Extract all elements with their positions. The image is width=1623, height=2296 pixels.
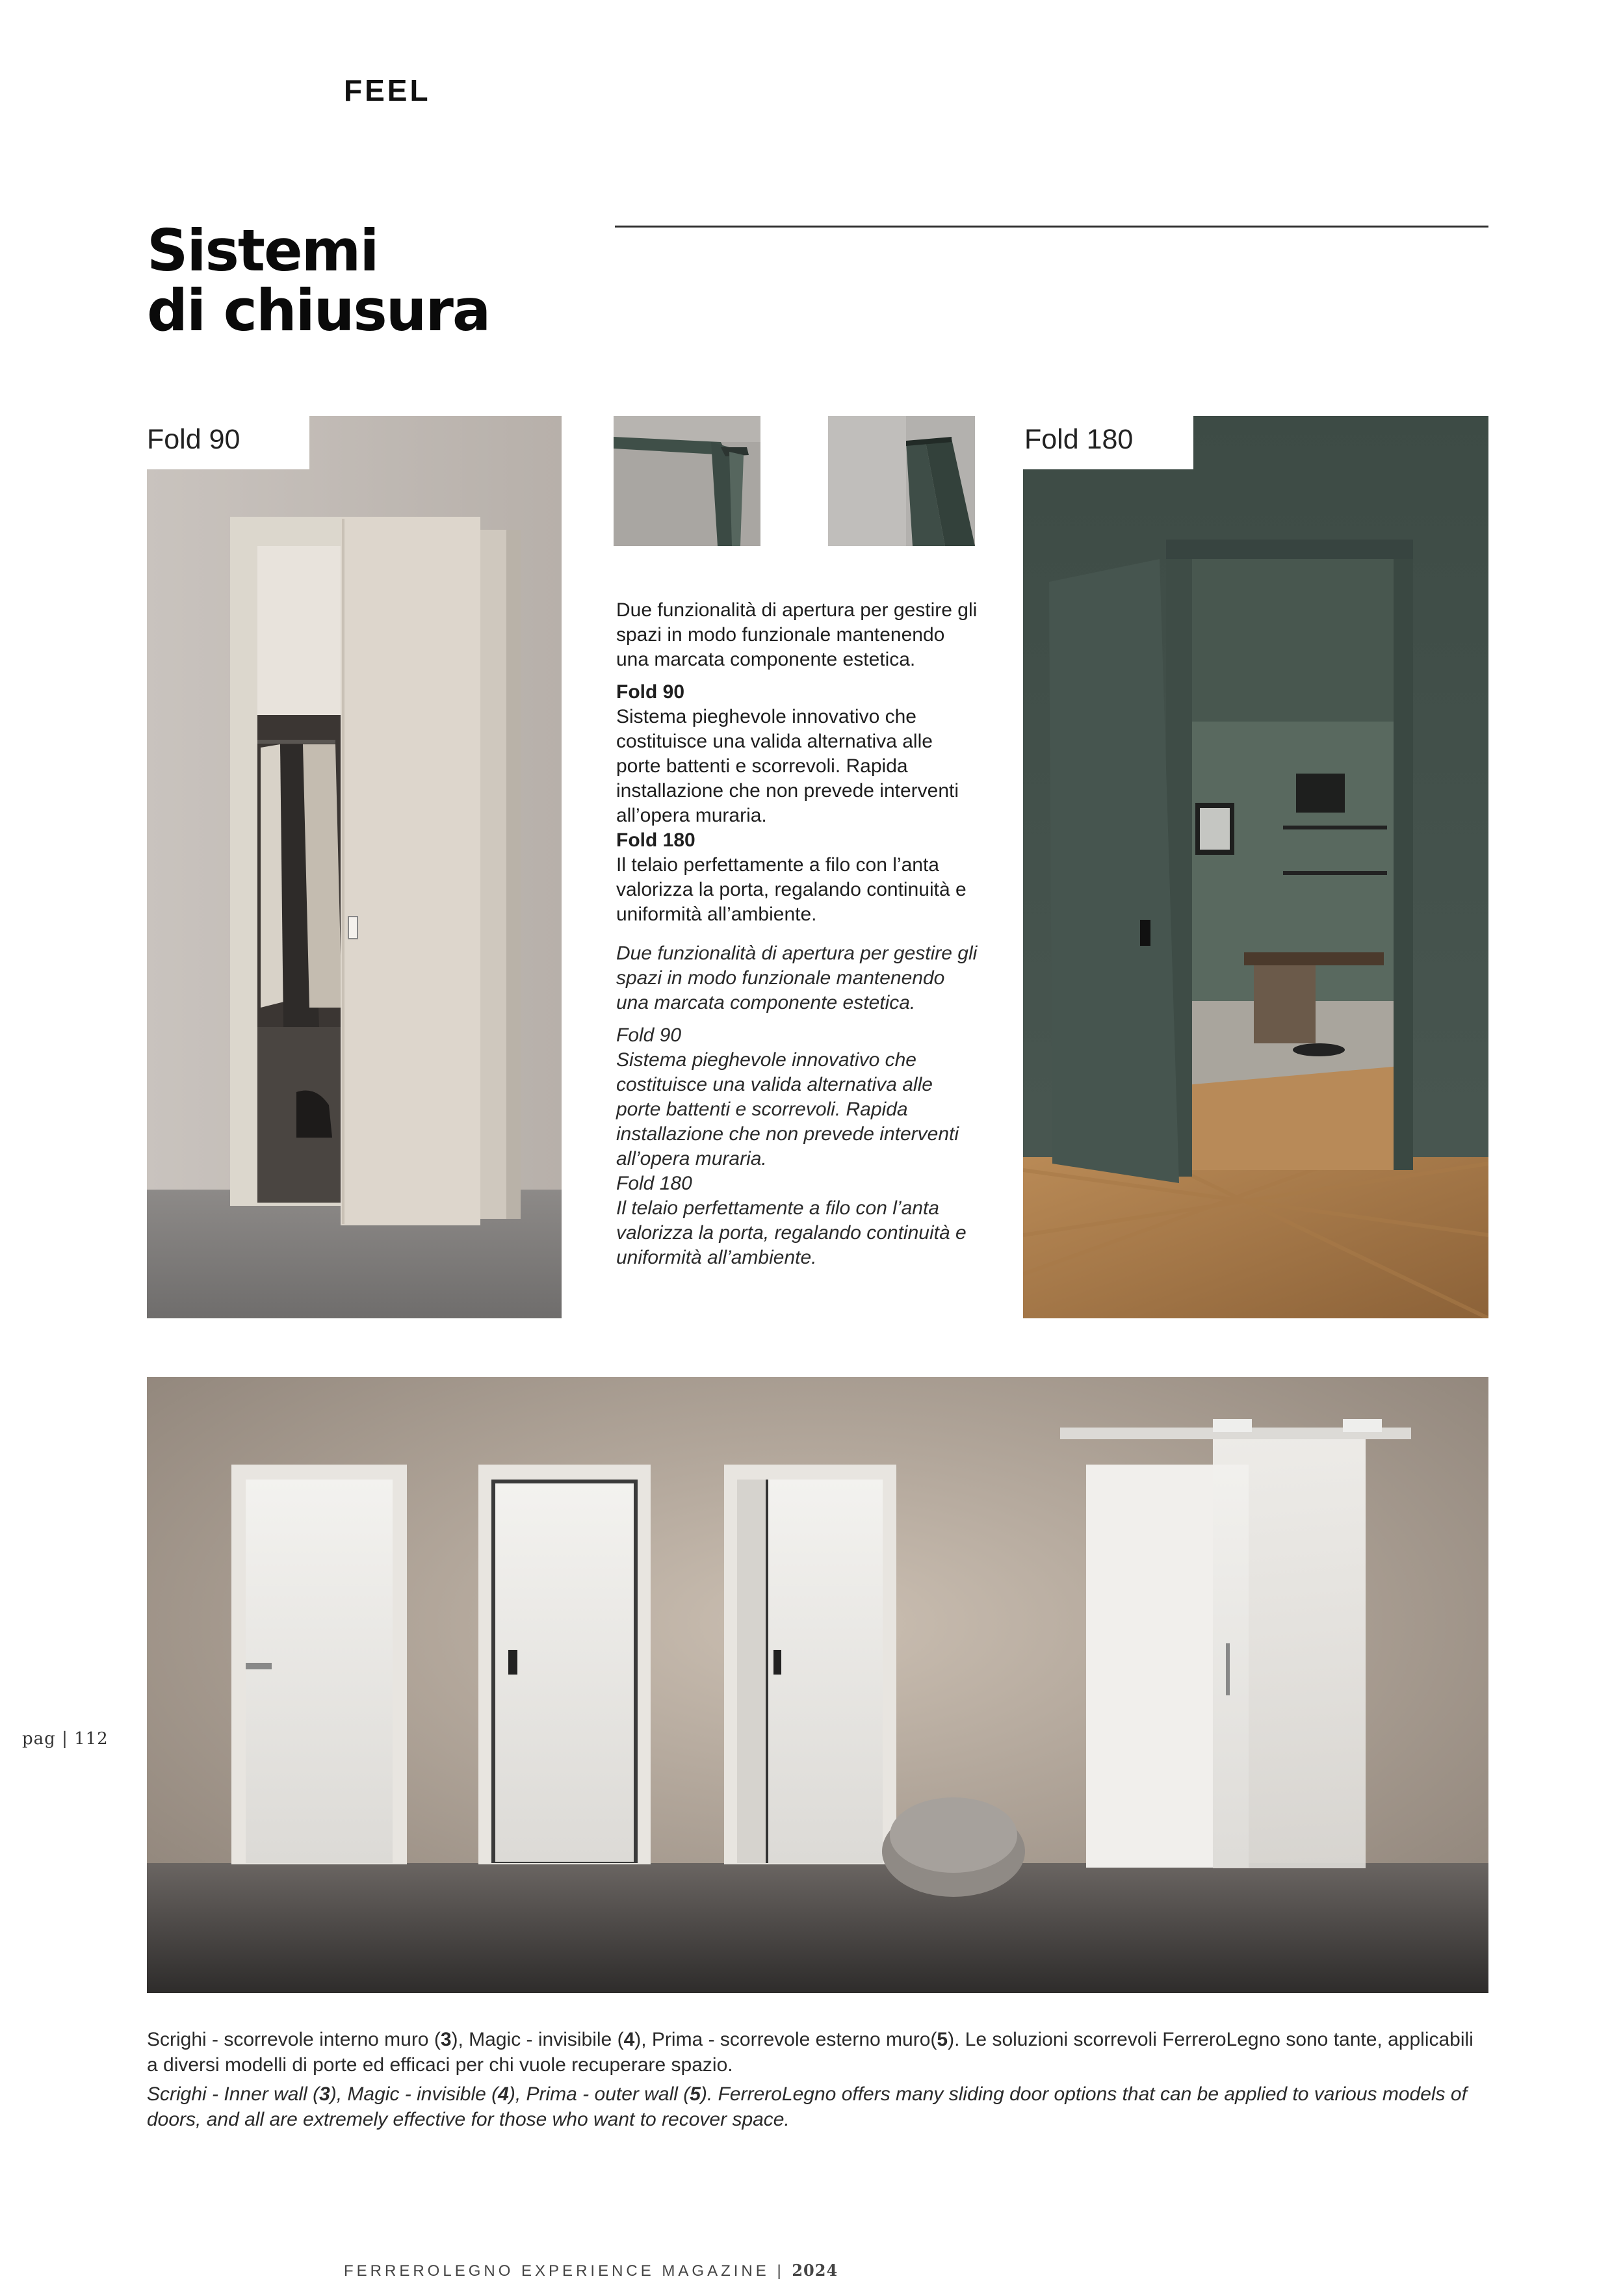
desc-en-fold90-title: Fold 90 [616, 1024, 682, 1046]
caption-it: Scrighi - scorrevole interno muro (3), Magic - invisibile (4), Prima - scorrevole esterno muro(5). Le soluzioni scorrevoli FerreroLegno sono tante, applicabili a diversi modelli di porte ed efficaci per chi vuole recuperare spazio. [147, 2029, 1474, 2076]
title-line-1: Sistemi [147, 217, 378, 284]
fold180-label [1023, 410, 1193, 469]
page-title [147, 217, 641, 344]
desc-it-fold180-text: Il telaio perfettamente a filo con l’anta valorizza la porta, regalando continuità e uniformità all’ambiente. [616, 854, 967, 925]
fold90-label [147, 410, 309, 469]
fold180-label-text: Fold 180 [1024, 423, 1134, 455]
desc-en-fold180-title: Fold 180 [616, 1173, 692, 1194]
description-text [616, 598, 980, 1270]
fold180-photo [1023, 416, 1488, 1318]
sliding-doors-photo [147, 1377, 1488, 1993]
fold90-photo [147, 416, 562, 1318]
fold90-label-text: Fold 90 [147, 423, 240, 455]
page-number: pag | 112 [22, 1729, 109, 1749]
caption-en: Scrighi - Inner wall (3), Magic - invisible (4), Prima - outer wall (5). FerreroLegno offers many sliding door options that can be applied to various models of doors, and all are extremely effective for those who want to recover space. [147, 2083, 1467, 2130]
photo-caption [147, 2027, 1488, 2132]
footer-magazine: FERREROLEGNO EXPERIENCE MAGAZINE [344, 2262, 770, 2280]
footer-year: 2024 [792, 2261, 838, 2280]
desc-en-intro: Due funzionalità di apertura per gestire gli spazi in modo funzionale mantenendo una marcata componente estetica. [616, 943, 978, 1013]
brand-logo: FEEL [344, 73, 431, 107]
footer: FERREROLEGNO EXPERIENCE MAGAZINE | 2024 [344, 2261, 838, 2280]
title-divider [615, 226, 1488, 228]
desc-en-fold90-text: Sistema pieghevole innovativo che costituisce una valida alternativa alle porte battenti e scorrevoli. Rapida installazione che non prevede interventi all’opera muraria. [616, 1049, 959, 1169]
fold-detail-photo-1 [614, 416, 760, 546]
title-line-2: di chiusura [147, 277, 490, 344]
desc-it-intro: Due funzionalità di apertura per gestire gli spazi in modo funzionale mantenendo una marcata componente estetica. [616, 599, 978, 670]
desc-it-fold180-title: Fold 180 [616, 829, 695, 851]
desc-it-fold90-title: Fold 90 [616, 681, 685, 703]
desc-en-fold180-text: Il telaio perfettamente a filo con l’anta valorizza la porta, regalando continuità e uniformità all’ambiente. [616, 1197, 967, 1268]
fold-detail-photo-2 [828, 416, 975, 546]
desc-it-fold90-text: Sistema pieghevole innovativo che costituisce una valida alternativa alle porte battenti e scorrevoli. Rapida installazione che non prevede interventi all’opera muraria. [616, 706, 959, 826]
